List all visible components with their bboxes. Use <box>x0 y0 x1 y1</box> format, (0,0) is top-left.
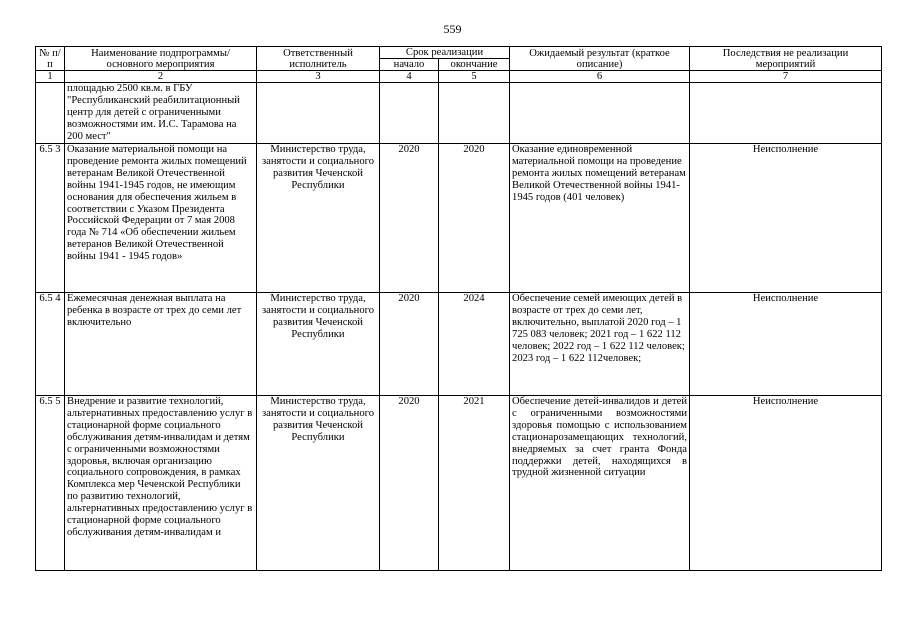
column-number: 1 <box>36 71 65 83</box>
row-end: 2021 <box>439 396 510 571</box>
header-start: начало <box>380 59 439 71</box>
column-number: 3 <box>257 71 380 83</box>
header-consequences: Последствия не реализации мероприятий <box>690 47 882 71</box>
header-num: № п/п <box>36 47 65 71</box>
row-responsible: Министерство труда, занятости и социального развития Чеченской Республики <box>257 396 380 571</box>
row-result: Оказание единовременной материальной помощи на проведение ремонта жилых помещений ветеранам Великой Отечественной войны 1941-1945 годов (401 человек) <box>510 144 690 293</box>
header-responsible: Ответственный исполнитель <box>257 47 380 71</box>
page-number: 559 <box>443 22 462 36</box>
header-row <box>36 47 882 59</box>
row-name: Ежемесячная денежная выплата на ребенка в возрасте от трех до семи лет включительно <box>65 293 257 396</box>
row-end <box>439 83 510 144</box>
row-responsible: Министерство труда, занятости и социального развития Чеченской Республики <box>257 144 380 293</box>
row-responsible <box>257 83 380 144</box>
row-name: Оказание материальной помощи на проведение ремонта жилых помещений ветеранам Великой Отечественной войны 1941-1945 годов, не имеющим основания для обеспечения жильем в соответствии с Указом Президента Российской Федерации от 7 мая 2008 года № 714 «Об обеспечении жильем ветеранов Великой Отечественной войны 1941 - 1945 годов» <box>65 144 257 293</box>
column-number-row <box>36 71 882 83</box>
header-end: окончание <box>439 59 510 71</box>
table-row <box>36 293 882 396</box>
row-start: 2020 <box>380 396 439 571</box>
table-row <box>36 396 882 571</box>
row-num: 6.5 5 <box>36 396 65 571</box>
header-result: Ожидаемый результат (краткое описание) <box>510 47 690 71</box>
row-result: Обеспечение семей имеющих детей в возрасте от трех до семи лет, включительно, выплатой 2020 год – 1 725 083 человек; 2021 год – 1 622 112 человек; 2022 год – 1 622 112 человек; 2023 год – 1 622 112человек; <box>510 293 690 396</box>
row-end: 2024 <box>439 293 510 396</box>
table-row <box>36 83 882 144</box>
row-start <box>380 83 439 144</box>
column-number: 2 <box>65 71 257 83</box>
row-num <box>36 83 65 144</box>
table-row <box>36 144 882 293</box>
row-name: Внедрение и развитие технологий, альтернативных предоставлению услуг в стационарной форме социального обслуживания детям-инвалидам и детям с ограниченными возможностями здоровья, включая организацию социального сопровождения, в рамках Комплекса мер Чеченской Республики по развитию технологий, альтернативных предоставлению услуг в стационарной форме социального обслуживания детям-инвалидам и <box>65 396 257 571</box>
row-num: 6.5 4 <box>36 293 65 396</box>
row-start: 2020 <box>380 293 439 396</box>
column-number: 5 <box>439 71 510 83</box>
column-number: 7 <box>690 71 882 83</box>
row-name: площадью 2500 кв.м. в ГБУ "Республиканский реабилитационный центр для детей с ограниченными возможностями им. И.С. Тарамова на 200 мест" <box>65 83 257 144</box>
program-table <box>35 46 882 571</box>
header-name: Наименование подпрограммы/ основного мероприятия <box>65 47 257 71</box>
row-result <box>510 83 690 144</box>
row-responsible: Министерство труда, занятости и социального развития Чеченской Республики <box>257 293 380 396</box>
row-num: 6.5 3 <box>36 144 65 293</box>
header-period: Срок реализации <box>380 47 510 59</box>
row-start: 2020 <box>380 144 439 293</box>
column-number: 4 <box>380 71 439 83</box>
row-result: Обеспечение детей-инвалидов и детей с ограниченными возможностями здоровья помощью с использованием стационарозамещающих технологий, внедряемых за счет гранта Фонда поддержки детей, находящихся в трудной жизненной ситуации <box>510 396 690 571</box>
row-consequences: Неисполнение <box>690 396 882 571</box>
row-consequences <box>690 83 882 144</box>
column-number: 6 <box>510 71 690 83</box>
row-consequences: Неисполнение <box>690 144 882 293</box>
row-end: 2020 <box>439 144 510 293</box>
row-consequences: Неисполнение <box>690 293 882 396</box>
